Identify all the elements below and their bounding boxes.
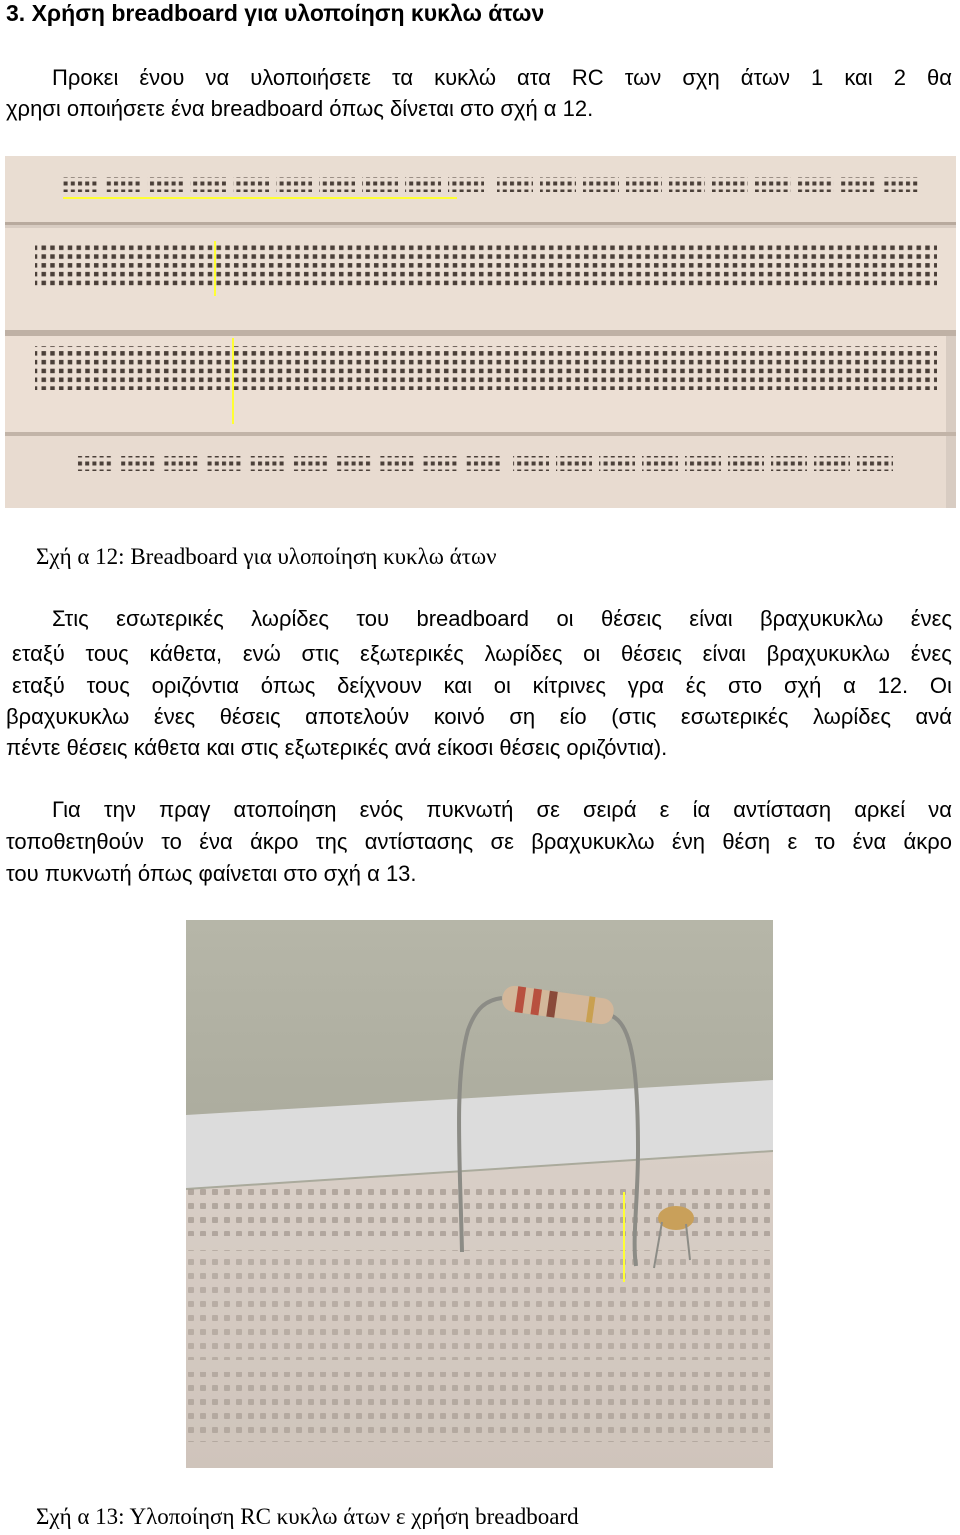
- upper-terminal-strip: [35, 244, 937, 288]
- word: λωρίδες: [813, 704, 891, 729]
- word: ένες: [910, 606, 952, 631]
- para1-line-5: πέντε θέσεις κάθετα και στις εξωτερικές ανά είκοσι θέσεις οριζόντια).: [6, 735, 668, 760]
- para1-line-1: [52, 606, 952, 632]
- word: ση: [509, 704, 536, 729]
- para1-line-2: [12, 641, 952, 667]
- word: γρα: [627, 673, 665, 698]
- breadboard-photo: [5, 156, 956, 508]
- word: εσωτερικές: [116, 606, 224, 631]
- para1-line-3: [12, 673, 952, 699]
- rc-circuit-photo: [186, 920, 773, 1468]
- word: ε: [659, 797, 670, 822]
- word: α: [843, 673, 856, 698]
- word: κοινό: [433, 704, 485, 729]
- word: τους: [86, 673, 130, 698]
- word: το: [161, 829, 182, 854]
- figure-12-caption: Σχή α 12: Breadboard για υλοποίηση κυκλω άτων: [36, 544, 497, 569]
- word: να: [928, 797, 952, 822]
- word: ε: [787, 829, 798, 854]
- word: όπως: [260, 673, 316, 698]
- word: εταξύ: [12, 673, 65, 698]
- word: βραχυκυκλω: [6, 704, 130, 729]
- word: την: [103, 797, 136, 822]
- word: τοποθετηθούν: [6, 829, 144, 854]
- word: ατοποίηση: [233, 797, 337, 822]
- word: λωρίδες: [251, 606, 330, 631]
- word: ενός: [359, 797, 404, 822]
- word: ένες: [153, 704, 196, 729]
- word: 2: [893, 65, 906, 90]
- word: σχή: [783, 673, 822, 698]
- word: κίτρινες: [532, 673, 607, 698]
- para2-line-1: [52, 797, 952, 823]
- rc-circuit-illustration: [186, 920, 773, 1468]
- word: θέσεις: [621, 641, 682, 666]
- word: ένα: [852, 829, 887, 854]
- word: των: [624, 65, 662, 90]
- word: είναι: [689, 606, 733, 631]
- word: ένη: [671, 829, 705, 854]
- word: άτων: [740, 65, 790, 90]
- word: RC: [571, 65, 604, 90]
- word: σειρά: [583, 797, 637, 822]
- word: θα: [926, 65, 952, 90]
- word: σχη: [682, 65, 720, 90]
- para2-line-3: του πυκνωτή όπως φαίνεται στο σχή α 13.: [6, 861, 417, 886]
- word: τα: [392, 65, 414, 90]
- word: στις: [301, 641, 340, 666]
- para2-line-2: [6, 829, 952, 855]
- word: εταξύ: [12, 641, 65, 666]
- word: άκρο: [903, 829, 952, 854]
- word: ία: [692, 797, 711, 822]
- word: Προκει: [52, 65, 119, 90]
- word: Οι: [929, 673, 952, 698]
- word: breadboard: [416, 606, 530, 631]
- word: Στις: [52, 606, 89, 631]
- word: (στις: [611, 704, 657, 729]
- word: οριζόντια: [151, 673, 239, 698]
- breadboard-illustration: [5, 156, 956, 508]
- word: και: [443, 673, 472, 698]
- word: 12.: [877, 673, 909, 698]
- word: αντίσταση: [733, 797, 832, 822]
- word: άκρο: [250, 829, 299, 854]
- word: βραχυκυκλω: [760, 606, 884, 631]
- word: του: [356, 606, 390, 631]
- word: να: [205, 65, 230, 90]
- word: και: [844, 65, 873, 90]
- word: θέση: [722, 829, 771, 854]
- word: εσωτερικές: [680, 704, 789, 729]
- section-heading: 3. Χρήση breadboard για υλοποίηση κυκλω άτων: [6, 0, 545, 26]
- word: Για: [52, 797, 81, 822]
- word: σε: [536, 797, 560, 822]
- intro-line-1: [52, 65, 952, 91]
- word: οι: [583, 641, 601, 666]
- word: το: [814, 829, 836, 854]
- word: της: [315, 829, 348, 854]
- word: ατα: [517, 65, 551, 90]
- word: υλοποιήσετε: [250, 65, 371, 90]
- word: λωρίδες: [484, 641, 563, 666]
- word: είο: [559, 704, 587, 729]
- word: θέσεις: [600, 606, 662, 631]
- word: θέσεις: [219, 704, 281, 729]
- word: βραχυκυκλω: [766, 641, 890, 666]
- word: είναι: [702, 641, 746, 666]
- word: ένου: [139, 65, 185, 90]
- para1-line-4: [6, 704, 952, 730]
- word: κάθετα,: [149, 641, 223, 666]
- word: οι: [556, 606, 574, 631]
- word: ένα: [199, 829, 233, 854]
- word: εξωτερικές: [360, 641, 464, 666]
- word: ές: [685, 673, 707, 698]
- word: σε: [490, 829, 514, 854]
- word: στο: [727, 673, 763, 698]
- word: ένες: [910, 641, 952, 666]
- word: δείχνουν: [337, 673, 422, 698]
- word: ενώ: [242, 641, 281, 666]
- word: αποτελούν: [305, 704, 410, 729]
- word: ανά: [915, 704, 952, 729]
- intro-line-2: χρησι οποιήσετε ένα breadboard όπως δίνεται στο σχή α 12.: [6, 96, 594, 121]
- word: 1: [811, 65, 824, 90]
- word: αρκεί: [854, 797, 906, 822]
- word: βραχυκυκλω: [531, 829, 655, 854]
- lower-terminal-strip: [35, 346, 937, 390]
- word: πραγ: [158, 797, 211, 822]
- word: αντίστασης: [364, 829, 474, 854]
- figure-13-caption: Σχή α 13: Υλοποίηση RC κυκλω άτων ε χρήση breadboard: [36, 1504, 579, 1529]
- word: πυκνωτή: [426, 797, 514, 822]
- word: κυκλώ: [434, 65, 497, 90]
- word: τους: [85, 641, 129, 666]
- word: οι: [493, 673, 511, 698]
